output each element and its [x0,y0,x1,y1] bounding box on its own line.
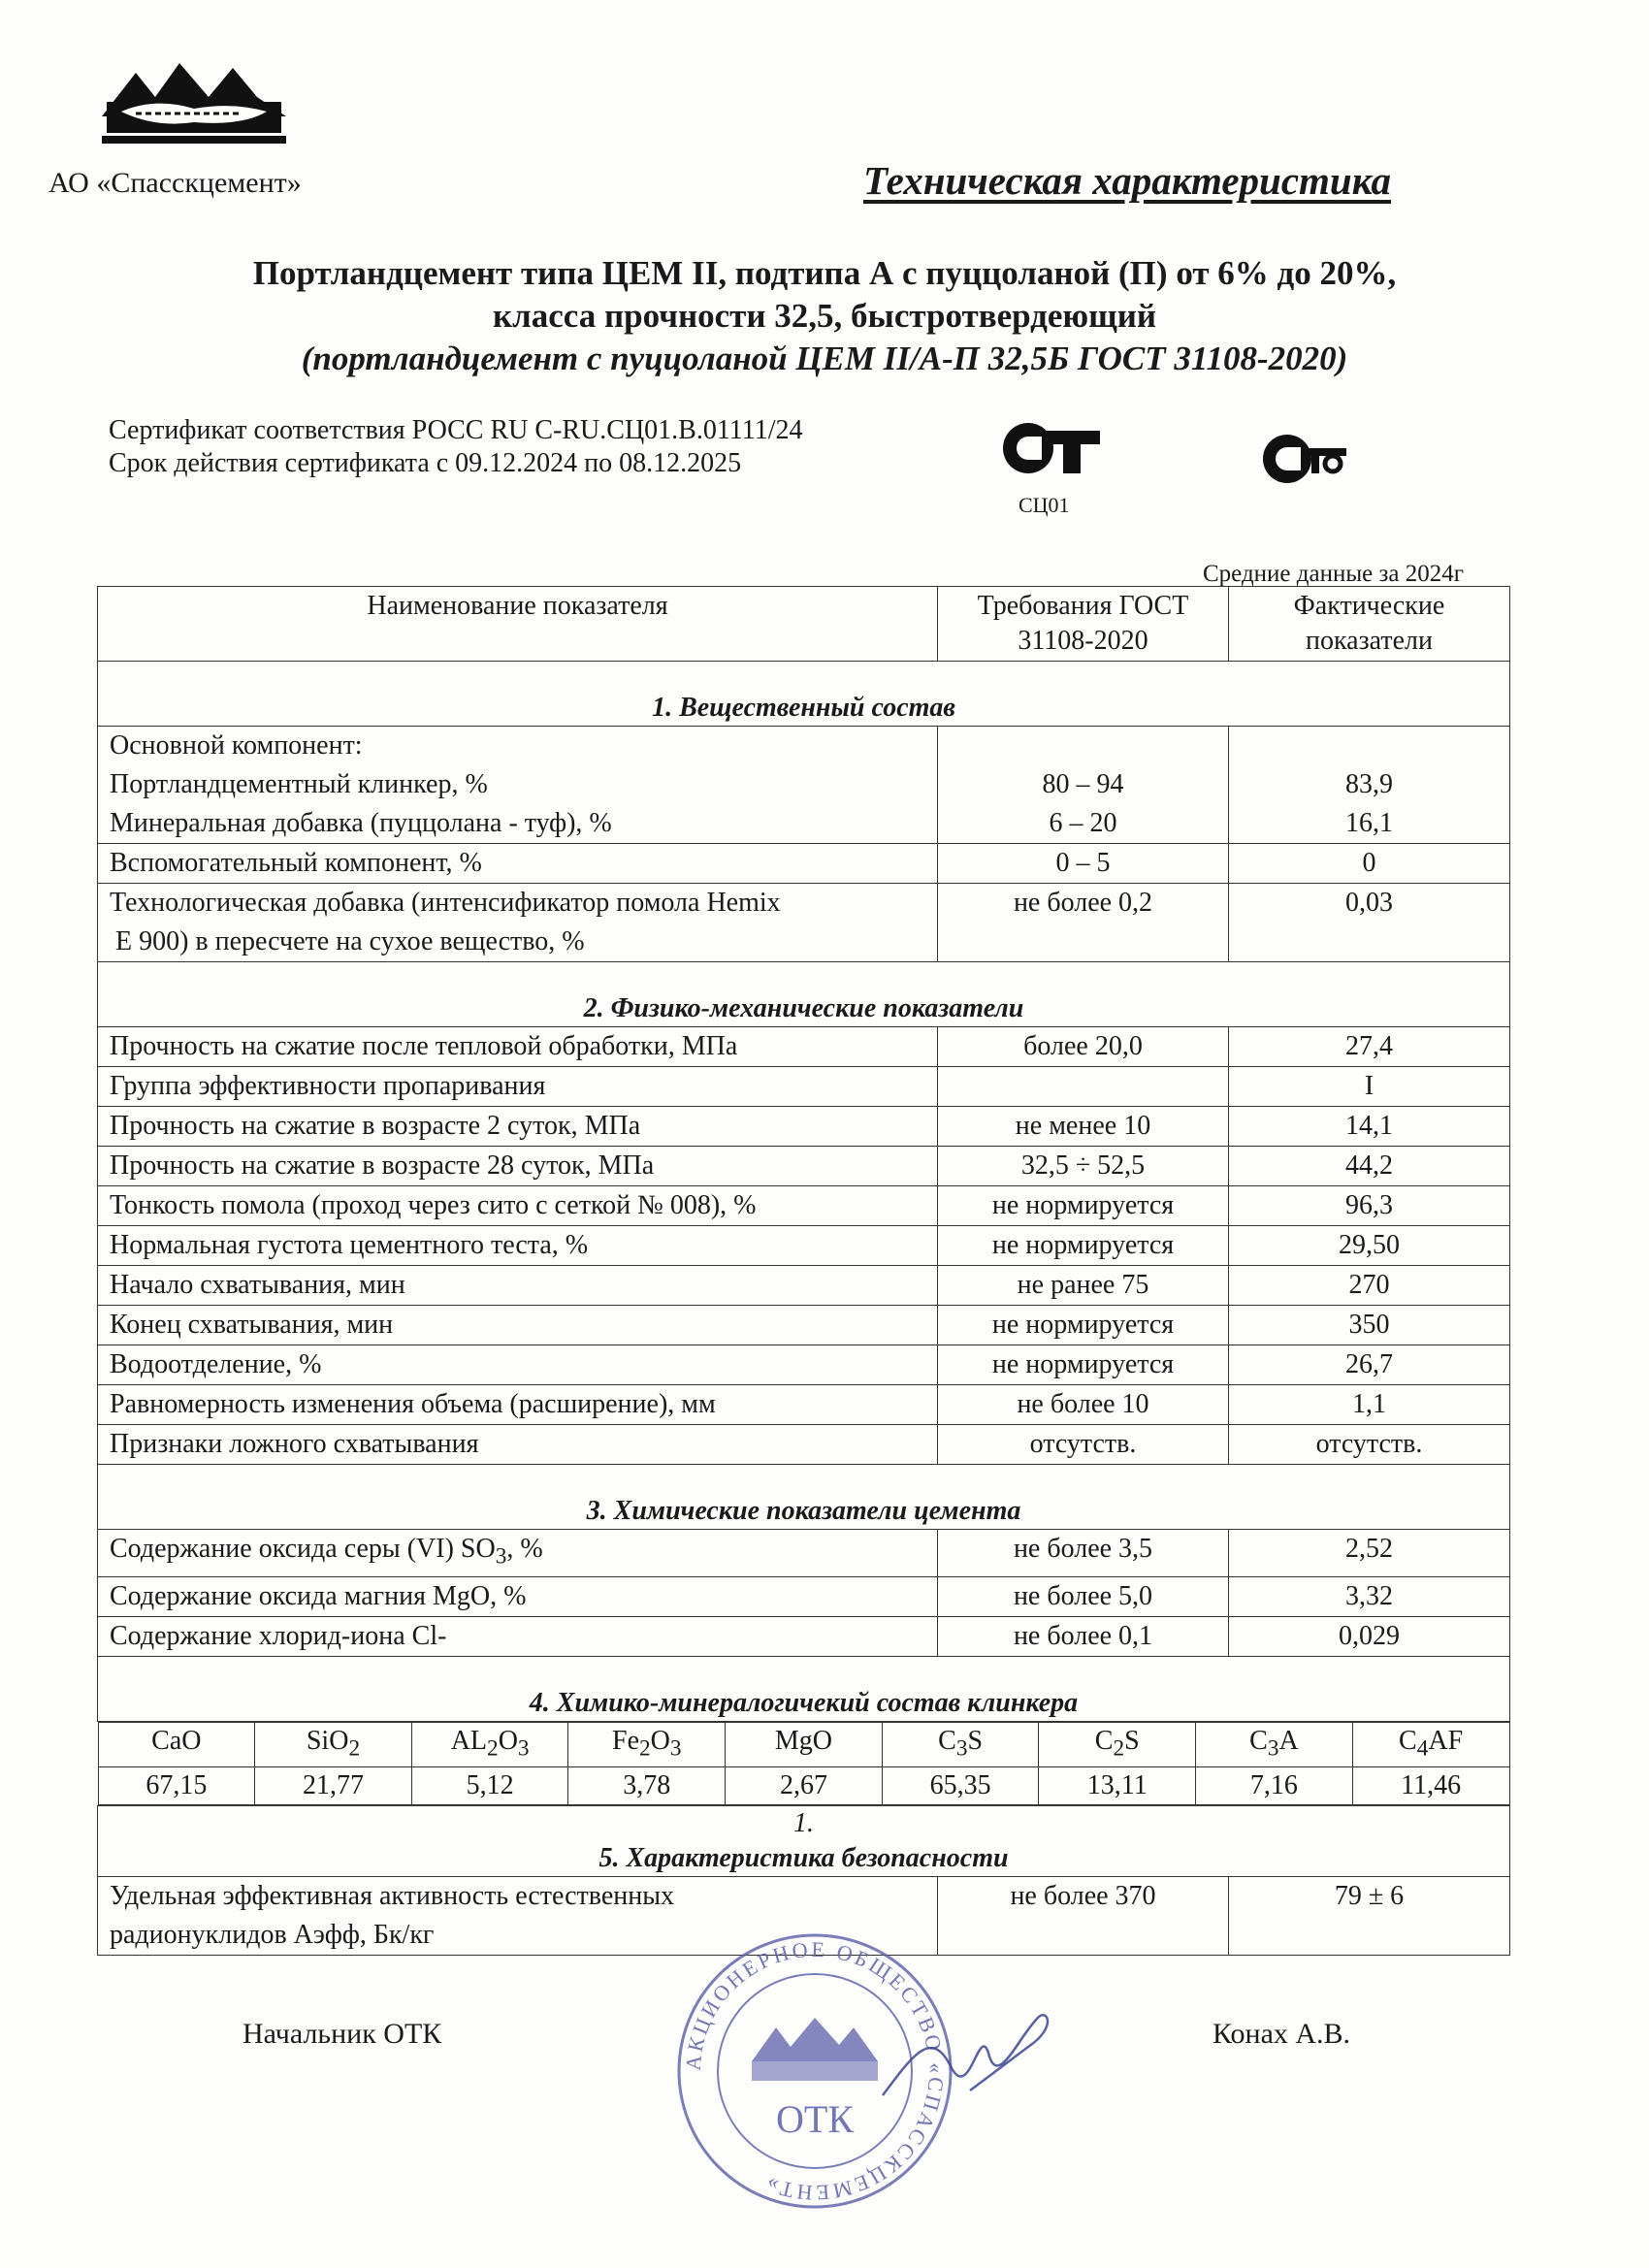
table-row: Водоотделение, % не нормируется 26,7 [98,1345,1510,1385]
stamp-ring-text: АКЦИОНЕРНОЕ ОБЩЕСТВО «СПАССКЦЕМЕНТ» [680,1936,950,2206]
table-row: Основной компонент: Портландцементный клинкер, % Минеральная добавка (пуццолана - туф), % 80 – 94 6 – 20 83,9 16,1 [98,727,1510,844]
company-name: АО «Спасскцемент» [48,167,302,199]
table-row: Прочность на сжатие в возрасте 2 суток, МПа не менее 10 14,1 [98,1107,1510,1147]
signer-role: Начальник ОТК [242,2018,442,2050]
product-headline-3: (портландцемент с пуццоланой ЦЕМ II/А-П 32,5Б ГОСТ 31108-2020) [301,340,1348,377]
table-header-row [98,587,1510,662]
table-row: Содержание оксида магния MgO, % не более 5,0 3,32 [98,1576,1510,1616]
mark-code: СЦ01 [1018,493,1070,517]
clinker-values-row: 67,15 21,77 5,12 3,78 2,67 65,35 13,11 7,16 11,46 [98,1767,1509,1805]
section-3-title: 3. Химические показатели цемента [98,1465,1510,1530]
certificate-validity: Срок действия сертификата с 09.12.2024 по 08.12.2025 [109,448,742,478]
characteristics-table [97,586,1509,1956]
section-4-title: 4. Химико-минералогичекий состав клинкера [98,1656,1510,1721]
stamp-center-text: ОТК [776,2097,854,2141]
section-1-title: 1. Вещественный состав [98,662,1510,727]
handwritten-signature [873,1998,1067,2115]
table-row: Начало схватывания, мин не ранее 75 270 [98,1266,1510,1306]
table-row: Технологическая добавка (интенсификатор помола Hemix Е 900) в пересчете на сухое вещество, % не более 0,2 0,03 [98,884,1510,962]
table-row: Прочность на сжатие в возрасте 28 суток, МПа 32,5 ÷ 52,5 44,2 [98,1147,1510,1186]
average-data-note: Средние данные за 2024г [1203,561,1464,587]
table-row: Удельная эффективная активность естественных радионуклидов Аэфф, Бк/кг не более 370 79 ± 6 [98,1877,1510,1956]
table-row: Группа эффективности пропаривания I [98,1067,1510,1107]
clinker-composition-table [98,1722,1510,1806]
table-row: Признаки ложного схватывания отсутств. отсутств. [98,1425,1510,1465]
table-row: Нормальная густота цементного теста, % не нормируется 29,50 [98,1226,1510,1266]
ctr-conformity-mark-icon [1261,433,1348,485]
table-row: Содержание оксида серы (VI) $SO_3$, % не более 3,5 2,52 [98,1530,1510,1577]
section-2-title: 2. Физико-механические показатели [98,962,1510,1027]
table-row: Содержание хлорид-иона Cl- не более 0,1 0,029 [98,1616,1510,1656]
product-headline-2: класса прочности 32,5, быстротвердеющий [492,297,1157,335]
product-headline-1: Портландцемент типа ЦЕМ II, подтипа А с пуццоланой (П) от 6% до 20%, [252,254,1397,292]
table-row: Конец схватывания, мин не нормируется 350 [98,1306,1510,1345]
document-title: Техническая характеристика [863,158,1391,203]
table-row: Прочность на сжатие после тепловой обработки, МПа более 20,0 27,4 [98,1027,1510,1067]
signer-name: Конах А.В. [1212,2018,1351,2050]
clinker-header-row: CaO SiO$_2$ $AL_2O_3$ $Fe_2O_3$ MgO $C_3S$ $C_2S$ $C_3A$ $C_4AF$ [98,1722,1509,1767]
table-row: Тонкость помола (проход через сито с сеткой № 008), % не нормируется 96,3 [98,1186,1510,1226]
table-row: Вспомогательный компонент, % 0 – 5 0 [98,844,1510,884]
section-5-title: 1. 5. Характеристика безопасности [98,1806,1510,1877]
pct-conformity-mark-icon [999,419,1106,477]
col-fact-header: Фактические показатели [1229,587,1510,662]
col-req-header: Требования ГОСТ 31108-2020 [938,587,1229,662]
table-row: Равномерность изменения объема (расширение), мм не более 10 1,1 [98,1385,1510,1425]
certificate-number: Сертификат соответствия РОСС RU C-RU.СЦ01.В.01111/24 [109,415,803,445]
col-name-header: Наименование показателя [98,587,938,662]
company-logo-icon [97,58,291,165]
main-component-label: Основной компонент: [110,730,363,761]
